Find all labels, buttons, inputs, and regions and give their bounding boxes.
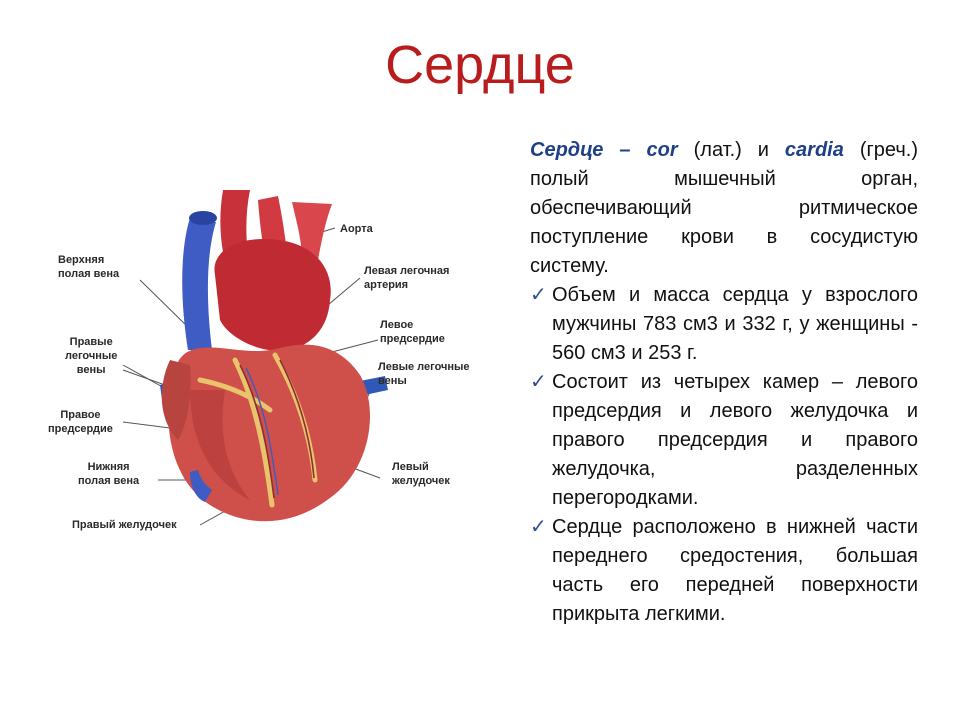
label-line: полая вена [78,475,140,487]
label-line: Левое [380,319,414,331]
slide-title: Сердце [385,35,575,95]
label-line: желудочек [392,475,450,487]
bullet-text: Состоит из четырех камер – левого предсердия и левого желудочка и правого предсердия и правого желудочка, разделенных перегородками. [552,371,918,509]
bullet-text: Сердце расположено в нижней части переднего средостения, большая часть его передней поверхности прикрыта легкими. [552,516,918,625]
bullet-item [530,513,918,629]
checkmark-icon: ✓ [530,371,547,393]
label-line: вены [76,364,106,376]
label-left-pulmonary-veins [378,360,470,388]
label-right-atrium [48,408,113,436]
label-line: Правое [60,409,101,421]
description-text [530,136,918,629]
label-left-ventricle [392,460,450,488]
term-cardia: cardia [784,139,844,161]
bullet-item [530,281,918,368]
label-line: полая вена [58,268,120,280]
label-line: вены [378,375,407,387]
bullet-text: Объем и масса сердца у взрослого мужчины 783 см3 и 332 г, у женщины - 560 см3 и 253 г. [552,284,918,364]
bullet-list [530,281,918,629]
label-line: легочные [65,350,118,362]
label-right-ventricle: Правый желудочек [72,519,177,531]
checkmark-icon: ✓ [530,284,547,306]
label-line: Верхняя [58,254,105,266]
label-line: Левые легочные [378,361,470,373]
label-line: Нижняя [87,461,130,473]
label-line: предсердие [380,333,445,345]
label-line: артерия [364,279,409,291]
label-inferior-vena-cava [78,460,139,488]
label-line: предсердие [48,423,113,435]
label-superior-vena-cava [58,253,119,281]
label-left-pulmonary-artery [364,264,449,292]
checkmark-icon: ✓ [530,516,547,538]
intro-paragraph [530,136,918,281]
label-line: Левый [392,461,429,473]
intro-text-2: (греч.) полый мышечный орган, обеспечивающий ритмическое поступление крови в сосудистую систему. [530,139,919,277]
term-cor: Сердце – cor [530,139,678,161]
heart-diagram [40,180,510,550]
bullet-item [530,368,918,513]
intro-text-1: (лат.) и [677,139,785,161]
label-line: Левая легочная [364,265,450,277]
label-aorta: Аорта [340,223,373,235]
label-line: Правые [69,336,113,348]
label-left-atrium [380,318,445,346]
label-right-pulmonary-veins [65,335,117,377]
